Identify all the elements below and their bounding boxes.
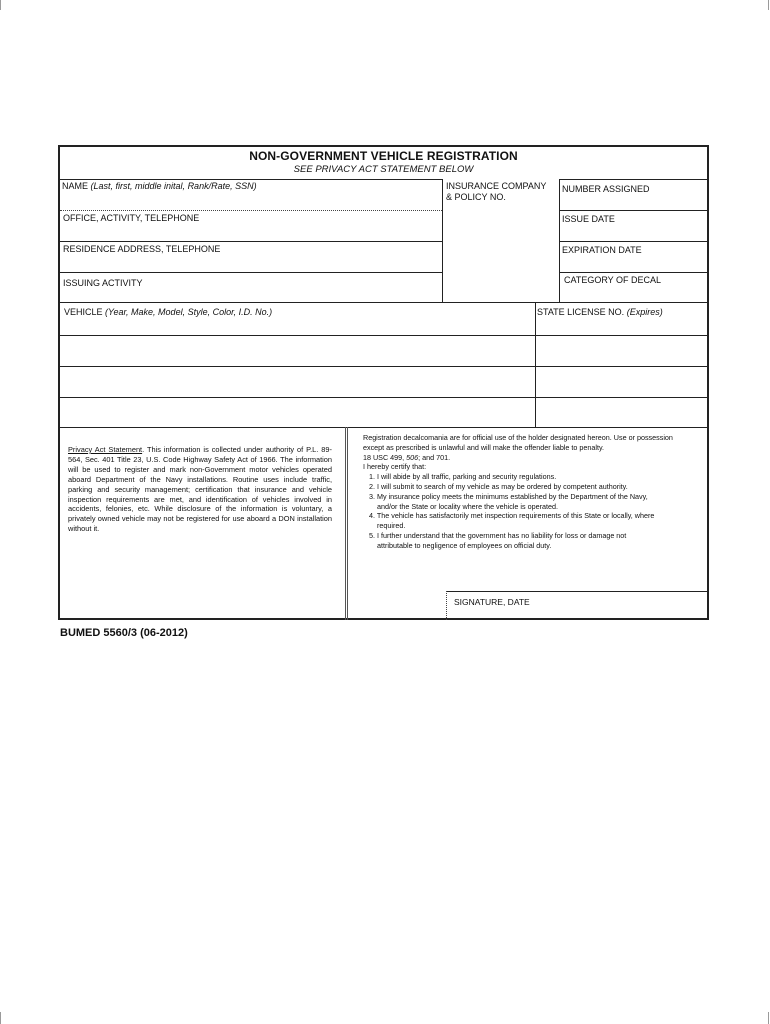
number-assigned-label: NUMBER ASSIGNED [562, 184, 650, 194]
form-title: NON-GOVERNMENT VEHICLE REGISTRATION [249, 149, 518, 163]
issuing-activity-label: ISSUING ACTIVITY [63, 278, 143, 288]
license-field[interactable] [536, 398, 708, 426]
privacy-act-body: . This information is collected under authority of P.L. 89-564, Sec. 401 Title 23, U.S. Code Highway Safety Act of 1966. The information will be used to register and mark non-Government motor vehicles operated aboard Department of the Navy installations. Routine uses include traffic, parking and security management; certification that insurance and vehicle inspection requirements are met, and identification of vehicles involved in accidents, felonies, etc. While disclosure of the information is voluntary, a privately owned vehicle may not be registered for use aboard a DON installation without it. [68, 445, 332, 534]
residence-field[interactable] [60, 255, 442, 271]
certification-item: 1. I will abide by all traffic, parking and security regulations. [369, 472, 557, 482]
office-field[interactable] [60, 224, 442, 240]
signature-date-label: SIGNATURE, DATE [454, 597, 530, 607]
rule [60, 302, 709, 303]
rule [60, 241, 442, 242]
insurance-field[interactable] [443, 205, 558, 301]
vehicle-field[interactable] [60, 317, 534, 334]
expiration-date-label: EXPIRATION DATE [562, 245, 642, 255]
license-field[interactable] [536, 336, 708, 365]
privacy-act-title: Privacy Act Statement [68, 445, 143, 454]
license-label: STATE LICENSE NO. (Expires) [537, 307, 663, 317]
number-assigned-field[interactable] [560, 195, 708, 209]
vehicle-field[interactable] [60, 336, 534, 365]
license-field[interactable] [536, 367, 708, 396]
privacy-act-statement [68, 445, 332, 534]
name-label: NAME (Last, first, middle inital, Rank/Rate, SSN) [62, 181, 257, 191]
rule [60, 210, 442, 211]
vehicle-label: VEHICLE (Year, Make, Model, Style, Color, I.D. No.) [64, 307, 273, 317]
certification-item: 4. The vehicle has satisfactorily met inspection requirements of this State or locally, where required. [369, 511, 655, 531]
signature-date-field[interactable] [448, 607, 708, 619]
category-decal-label: CATEGORY OF DECAL [564, 275, 662, 285]
expiration-date-field[interactable] [560, 256, 708, 271]
category-decal-field[interactable] [560, 286, 708, 301]
crop-mark [768, 0, 769, 10]
issuing-activity-field[interactable] [60, 289, 442, 301]
residence-label: RESIDENCE ADDRESS, TELEPHONE [63, 244, 221, 254]
crop-mark [0, 1012, 1, 1024]
certification-text [363, 433, 693, 551]
office-label: OFFICE, ACTIVITY, TELEPHONE [63, 213, 200, 223]
registration-form [58, 145, 709, 620]
vehicle-field[interactable] [60, 367, 534, 396]
license-field[interactable] [536, 317, 708, 334]
name-field[interactable] [60, 191, 442, 209]
crop-mark [0, 0, 1, 10]
crop-mark [768, 1012, 769, 1024]
rule [559, 272, 709, 273]
certification-item: 2. I will submit to search of my vehicle as may be ordered by competent authority. [369, 481, 628, 491]
certify-heading: I hereby certify that: [363, 462, 427, 472]
form-subtitle: SEE PRIVACY ACT STATEMENT BELOW [293, 164, 474, 175]
rule [559, 179, 709, 180]
rule [60, 427, 709, 428]
rule [60, 272, 442, 273]
form-number: BUMED 5560/3 (06-2012) [60, 627, 188, 639]
insurance-label: INSURANCE COMPANY & POLICY NO. [446, 181, 547, 202]
vehicle-field[interactable] [60, 398, 534, 426]
issue-date-label: ISSUE DATE [562, 214, 615, 224]
certification-intro: Registration decalcomania are for official use of the holder designated hereon. Use or possession except as prescribed is unlawful and will make the offender liable to penalty. [363, 433, 673, 452]
issue-date-field[interactable] [560, 225, 708, 240]
certification-item: 3. My insurance policy meets the minimums established by the Department of the Navy, and/or the State or locality where the vehicle is operated. [369, 491, 648, 511]
rule [345, 427, 348, 620]
rule [446, 591, 709, 592]
certification-item: 5. I further understand that the government has no liability for loss or damage not attributable to negligence of employees on official duty. [369, 530, 627, 550]
usc-reference: 18 USC 499, 506; and 701. [363, 452, 451, 462]
rule [559, 241, 709, 242]
certification-list [363, 472, 693, 550]
rule [559, 210, 709, 211]
rule [60, 179, 442, 180]
rule [446, 591, 447, 620]
